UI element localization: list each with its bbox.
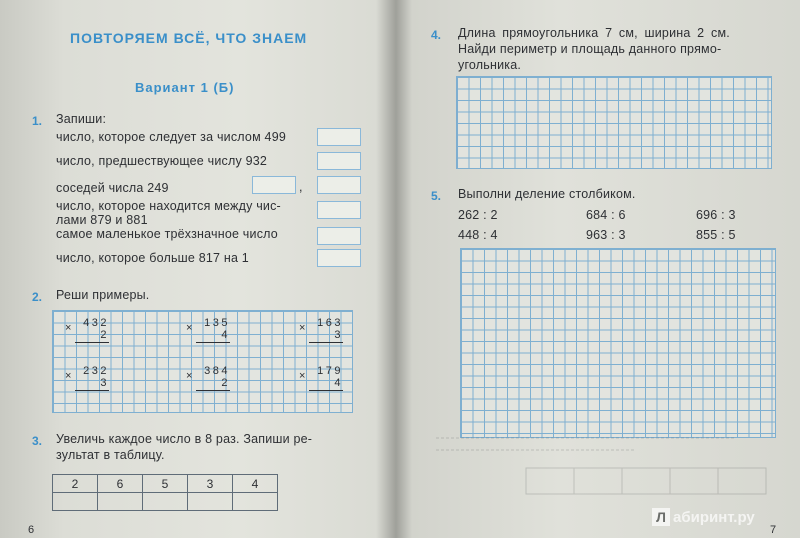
- task5-number: 5.: [431, 189, 442, 203]
- page-number-right: 7: [770, 524, 777, 536]
- task2-label: Реши примеры.: [56, 288, 150, 302]
- table-row-values: [53, 475, 278, 493]
- task4-line2: Найди периметр и площадь данного прямо-: [458, 42, 722, 56]
- task4-line3: угольника.: [458, 58, 522, 72]
- task4-number: 4.: [431, 28, 442, 42]
- table-cell: 6: [98, 475, 143, 493]
- table-cell-empty: [233, 493, 278, 511]
- task4-line1: Длина прямоугольника 7 см, ширина 2 см.: [458, 26, 730, 40]
- table-cell-empty: [188, 493, 233, 511]
- table-row-results: [53, 493, 278, 511]
- task5-label: Выполни деление столбиком.: [458, 187, 636, 201]
- multiplication-example-2: × 135 4: [186, 317, 230, 341]
- answer-box-6: [317, 249, 361, 267]
- labirint-watermark: [652, 508, 755, 526]
- table-cell: 4: [233, 475, 278, 493]
- division-4: 448 : 4: [458, 228, 498, 242]
- labirint-text: абиринт.ру: [673, 508, 755, 526]
- labirint-logo-icon: Л: [652, 508, 670, 526]
- task3-line2: зультат в таблицу.: [56, 448, 165, 462]
- division-3: 696 : 3: [696, 208, 736, 222]
- task1-item-1: число, которое следует за числом 499: [56, 130, 286, 144]
- page-number-left: 6: [28, 524, 35, 536]
- table-cell-empty: [143, 493, 188, 511]
- answer-box-2: [317, 152, 361, 170]
- bleed-through-shadow: [436, 434, 776, 514]
- task1-item-4b: лами 879 и 881: [56, 213, 148, 227]
- multiplication-example-1: × 432 2: [65, 317, 109, 341]
- multiplication-example-4: × 232 3: [65, 365, 109, 389]
- multiplication-example-5: × 384 2: [186, 365, 230, 389]
- task5-grid: [460, 248, 776, 438]
- answer-box-3a: [252, 176, 296, 194]
- answer-box-4: [317, 201, 361, 219]
- table-cell-empty: [98, 493, 143, 511]
- division-2: 684 : 6: [586, 208, 626, 222]
- task4-grid: [456, 76, 772, 169]
- task1-item-2: число, предшествующее числу 932: [56, 154, 268, 168]
- multiplication-example-6: × 179 4: [299, 365, 343, 389]
- task1-number: 1.: [32, 114, 43, 128]
- division-5: 963 : 3: [586, 228, 626, 242]
- task1-item-6: число, которое больше 817 на 1: [56, 251, 249, 265]
- table-cell-empty: [53, 493, 98, 511]
- table-cell: 5: [143, 475, 188, 493]
- task1-item-4a: число, которое находится между чис-: [56, 199, 281, 213]
- section-title: ПОВТОРЯЕМ ВСЁ, ЧТО ЗНАЕМ: [70, 30, 308, 46]
- task1-label: Запиши:: [56, 112, 107, 126]
- answer-box-3b: [317, 176, 361, 194]
- task3-number: 3.: [32, 434, 43, 448]
- table-cell: 3: [188, 475, 233, 493]
- task1-item-5: самое маленькое трёхзначное число: [56, 227, 278, 241]
- table-cell: 2: [53, 475, 98, 493]
- division-1: 262 : 2: [458, 208, 498, 222]
- multiplication-example-3: × 163 3: [299, 317, 343, 341]
- result-table: [52, 474, 278, 511]
- answer-box-1: [317, 128, 361, 146]
- answer-box-5: [317, 227, 361, 245]
- comma: ,: [299, 180, 303, 194]
- division-6: 855 : 5: [696, 228, 736, 242]
- task1-item-3: соседей числа 249: [56, 181, 169, 195]
- task3-line1: Увеличь каждое число в 8 раз. Запиши ре-: [56, 432, 313, 446]
- task2-number: 2.: [32, 290, 43, 304]
- variant-title: Вариант 1 (Б): [135, 80, 235, 95]
